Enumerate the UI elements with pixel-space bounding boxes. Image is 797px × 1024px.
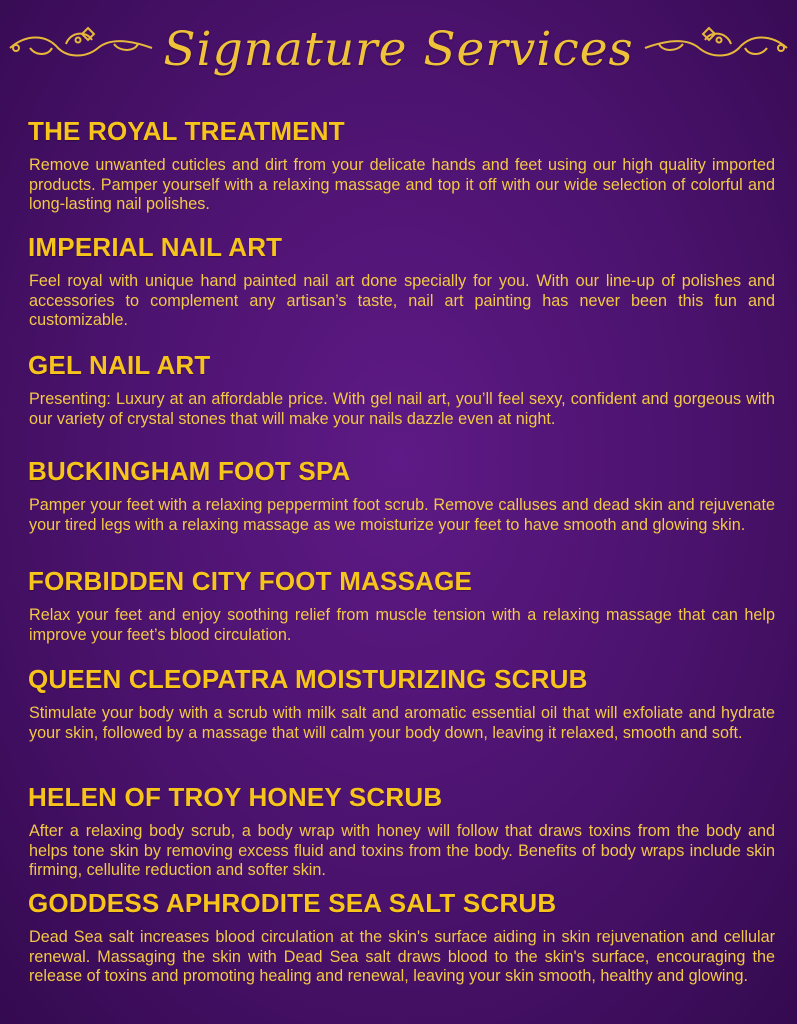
service-description: Pamper your feet with a relaxing peppermint foot scrub. Remove calluses and dead skin and rejuvenate your tired legs with a relaxing massage as we moisturize your feet to have smooth and glowing skin. (29, 496, 775, 534)
service-name: FORBIDDEN CITY FOOT MASSAGE (28, 566, 473, 596)
service-gel-nail-art (0, 350, 797, 429)
service-description: After a relaxing body scrub, a body wrap with honey will follow that draws toxins from the body and helps tone skin by removing excess fluid and toxins from the body. Benefits of body wraps include skin firming, cellulite reduction and softer skin. (29, 822, 775, 879)
service-description: Remove unwanted cuticles and dirt from your delicate hands and feet using our high quality imported products. Pamper yourself with a relaxing massage and top it off with our wide selection of colorful and long-lasting nail polishes. (29, 156, 775, 213)
service-name: QUEEN CLEOPATRA MOISTURIZING SCRUB (28, 664, 588, 694)
service-imperial-nail-art (0, 232, 797, 331)
service-description: Feel royal with unique hand painted nail art done specially for you. With our line-up of polishes and accessories to complement any artisan’s taste, nail art painting has never been this fun and customizable. (29, 272, 775, 329)
service-name: HELEN OF TROY HONEY SCRUB (28, 782, 443, 812)
service-description: Presenting: Luxury at an affordable price. With gel nail art, you’ll feel sexy, confident and gorgeous with our variety of crystal stones that will make your nails dazzle even at night. (29, 390, 775, 428)
service-name: IMPERIAL NAIL ART (28, 232, 283, 262)
service-name: BUCKINGHAM FOOT SPA (28, 456, 351, 486)
filigree-scroll-icon (641, 22, 791, 72)
page-header (0, 14, 797, 94)
service-helen-of-troy-scrub (0, 782, 797, 881)
service-buckingham-foot-spa (0, 456, 797, 535)
service-description: Stimulate your body with a scrub with milk salt and aromatic essential oil that will exfoliate and hydrate your skin, followed by a massage that will calm your body down, leaving it relaxed, smooth and soft. (29, 704, 775, 742)
service-queen-cleopatra-scrub (0, 664, 797, 743)
page-title: Signature Services (163, 22, 634, 77)
service-forbidden-city-foot-massage (0, 566, 797, 645)
service-description: Relax your feet and enjoy soothing relief from muscle tension with a relaxing massage that can help improve your feet’s blood circulation. (29, 606, 775, 644)
service-description: Dead Sea salt increases blood circulation at the skin's surface aiding in skin rejuvenation and cellular renewal. Massaging the skin with Dead Sea salt draws blood to the skin's surface, encouraging the release of toxins and promoting healing and renewal, leaving your skin smooth, healthy and glowing. (29, 928, 775, 985)
service-name: GEL NAIL ART (28, 350, 211, 380)
service-name: GODDESS APHRODITE SEA SALT SCRUB (28, 888, 557, 918)
service-goddess-aphrodite-scrub (0, 888, 797, 987)
service-royal-treatment (0, 116, 797, 215)
service-name: THE ROYAL TREATMENT (28, 116, 345, 146)
